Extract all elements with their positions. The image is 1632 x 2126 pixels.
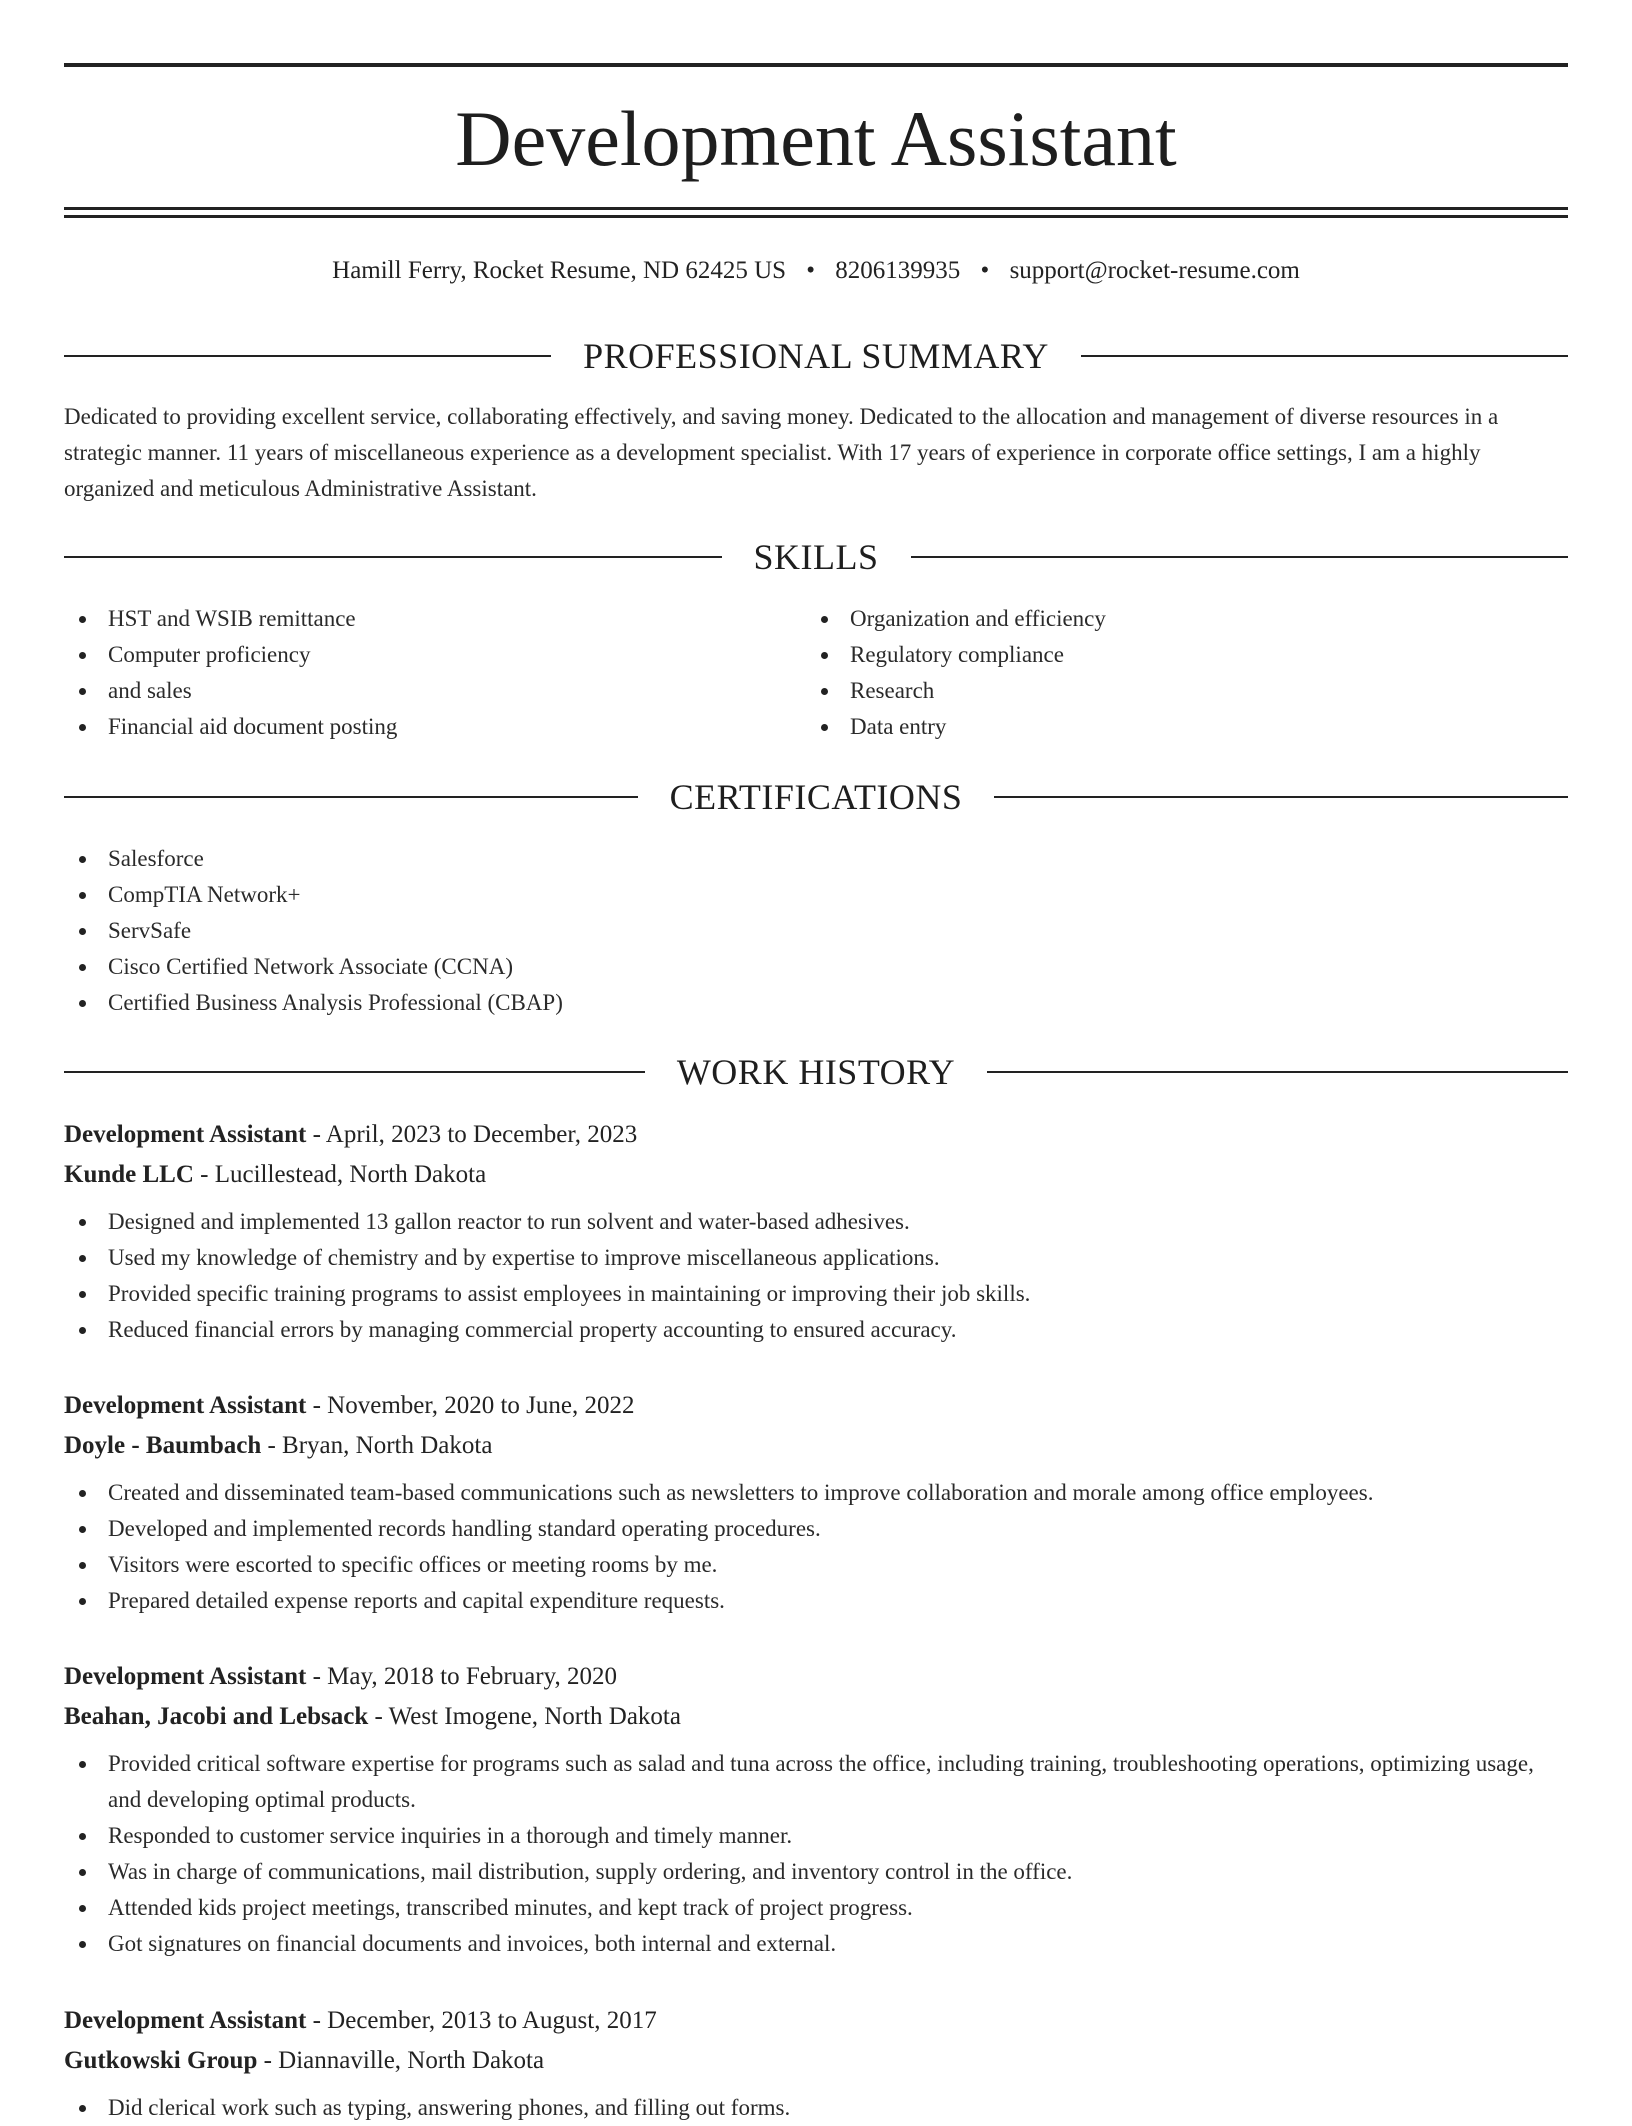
certification-item: Cisco Certified Network Associate (CCNA) bbox=[64, 949, 1464, 985]
job-bullet: Developed and implemented records handling standard operating procedures. bbox=[64, 1511, 1568, 1547]
section-title: WORK HISTORY bbox=[676, 1052, 956, 1092]
skill-item: Regulatory compliance bbox=[806, 637, 1506, 673]
job-bullet: Provided critical software expertise for programs such as salad and tuna across the office, including training, troubleshooting operations, optimizing usage, and developing optimal products. bbox=[64, 1746, 1568, 1818]
job-entry bbox=[64, 1116, 1568, 1348]
job-title: Development Assistant bbox=[64, 2007, 307, 2034]
contact-email: support@rocket-resume.com bbox=[1009, 257, 1300, 284]
page-title: Development Assistant bbox=[455, 95, 1177, 182]
job-title: Development Assistant bbox=[64, 1663, 307, 1690]
skill-item: Research bbox=[806, 673, 1506, 709]
section-title: SKILLS bbox=[753, 537, 879, 577]
skills-list-left bbox=[64, 601, 764, 745]
job-bullet: Provided specific training programs to assist employees in maintaining or improving their job skills. bbox=[64, 1276, 1568, 1312]
heading-rule-left bbox=[64, 796, 638, 798]
job-bullet: Created and disseminated team-based communications such as newsletters to improve collaboration and morale among office employees. bbox=[64, 1475, 1568, 1511]
job-bullet: Did clerical work such as typing, answering phones, and filling out forms. bbox=[64, 2090, 1568, 2126]
job-company: Kunde LLC bbox=[64, 1161, 194, 1188]
job-dates: - November, 2020 to June, 2022 bbox=[306, 1392, 635, 1419]
title-rule-upper bbox=[64, 207, 1568, 210]
job-bullets bbox=[64, 1475, 1568, 1619]
job-bullet: Visitors were escorted to specific offices or meeting rooms by me. bbox=[64, 1547, 1568, 1583]
job-bullet: Was in charge of communications, mail distribution, supply ordering, and inventory control in the office. bbox=[64, 1854, 1568, 1890]
job-bullet: Attended kids project meetings, transcribed minutes, and kept track of project progress. bbox=[64, 1890, 1568, 1926]
job-company: Gutkowski Group bbox=[64, 2047, 258, 2074]
skill-item: Computer proficiency bbox=[64, 637, 764, 673]
job-company: Doyle - Baumbach bbox=[64, 1432, 262, 1459]
job-bullets bbox=[64, 2090, 1568, 2126]
certification-item: Salesforce bbox=[64, 841, 1464, 877]
skill-item: Financial aid document posting bbox=[64, 709, 764, 745]
skill-item: HST and WSIB remittance bbox=[64, 601, 764, 637]
job-location: - Lucillestead, North Dakota bbox=[193, 1161, 487, 1188]
job-title: Development Assistant bbox=[64, 1121, 307, 1148]
summary-heading bbox=[64, 334, 1568, 378]
job-entry bbox=[64, 2002, 1568, 2126]
section-title: PROFESSIONAL SUMMARY bbox=[583, 336, 1049, 376]
skill-item: and sales bbox=[64, 673, 764, 709]
title-rule-lower bbox=[64, 215, 1568, 218]
heading-rule-left bbox=[64, 1071, 645, 1073]
top-rule bbox=[64, 63, 1568, 67]
job-bullet: Responded to customer service inquiries in a thorough and timely manner. bbox=[64, 1818, 1568, 1854]
skill-item: Organization and efficiency bbox=[806, 601, 1506, 637]
heading-rule-right bbox=[911, 556, 1569, 558]
heading-rule-left bbox=[64, 355, 551, 357]
heading-rule-right bbox=[994, 796, 1568, 798]
certifications-heading bbox=[64, 775, 1568, 819]
heading-rule-right bbox=[987, 1071, 1568, 1073]
job-company: Beahan, Jacobi and Lebsack bbox=[64, 1703, 369, 1730]
job-bullet: Designed and implemented 13 gallon reactor to run solvent and water-based adhesives. bbox=[64, 1204, 1568, 1240]
job-entry bbox=[64, 1387, 1568, 1619]
job-bullets bbox=[64, 1204, 1568, 1348]
certification-item: CompTIA Network+ bbox=[64, 877, 1464, 913]
heading-rule-right bbox=[1081, 355, 1568, 357]
contact-phone: 8206139935 bbox=[835, 257, 961, 284]
section-title: CERTIFICATIONS bbox=[669, 777, 963, 817]
job-location: - Bryan, North Dakota bbox=[261, 1432, 493, 1459]
job-dates: - May, 2018 to February, 2020 bbox=[306, 1663, 617, 1690]
job-location: - West Imogene, North Dakota bbox=[368, 1703, 681, 1730]
job-bullet: Used my knowledge of chemistry and by expertise to improve miscellaneous applications. bbox=[64, 1240, 1568, 1276]
heading-rule-left bbox=[64, 556, 722, 558]
job-bullet: Got signatures on financial documents and invoices, both internal and external. bbox=[64, 1926, 1568, 1962]
job-dates: - December, 2013 to August, 2017 bbox=[306, 2007, 657, 2034]
contact-separator: • bbox=[806, 257, 816, 284]
job-bullet: Reduced financial errors by managing commercial property accounting to ensured accuracy. bbox=[64, 1312, 1568, 1348]
certifications-list bbox=[64, 841, 1464, 1021]
job-title: Development Assistant bbox=[64, 1392, 307, 1419]
certification-item: Certified Business Analysis Professional (CBAP) bbox=[64, 985, 1464, 1021]
summary-text: Dedicated to providing excellent service, collaborating effectively, and saving money. Dedicated to the allocation and management of diverse resources in a strategic manner. 11 years of miscellaneous experience as a development specialist. With 17 years of experience in corporate office settings, I am a highly organized and meticulous Administrative Assistant. bbox=[64, 404, 1499, 501]
job-bullet: Prepared detailed expense reports and capital expenditure requests. bbox=[64, 1583, 1568, 1619]
work-history-heading bbox=[64, 1050, 1568, 1094]
skills-list-right bbox=[806, 601, 1506, 745]
skills-heading bbox=[64, 535, 1568, 579]
job-entry bbox=[64, 1658, 1568, 1962]
certification-item: ServSafe bbox=[64, 913, 1464, 949]
job-bullets bbox=[64, 1746, 1568, 1962]
contact-separator: • bbox=[980, 257, 990, 284]
job-dates: - April, 2023 to December, 2023 bbox=[306, 1121, 638, 1148]
job-location: - Diannaville, North Dakota bbox=[257, 2047, 545, 2074]
contact-address: Hamill Ferry, Rocket Resume, ND 62425 US bbox=[332, 257, 787, 284]
skill-item: Data entry bbox=[806, 709, 1506, 745]
contact-line bbox=[64, 254, 1568, 288]
